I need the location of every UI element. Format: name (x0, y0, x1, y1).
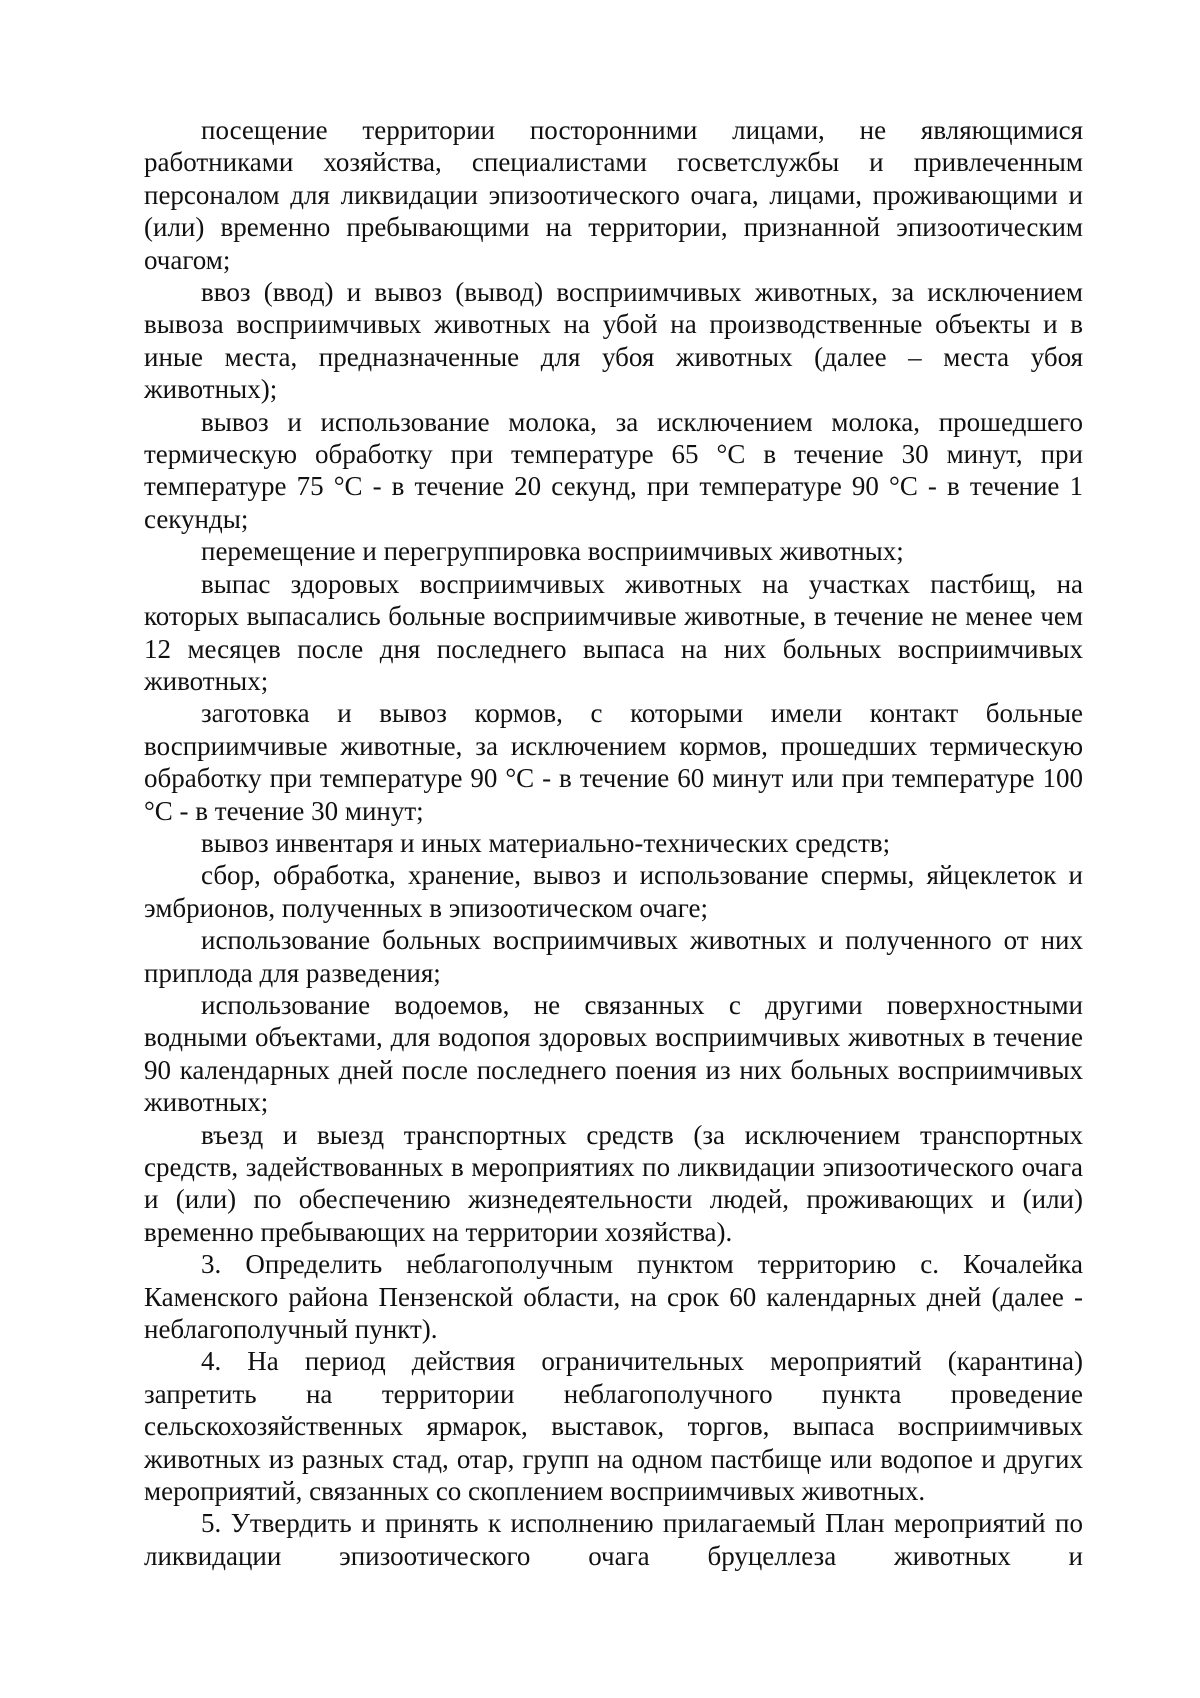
document-page (144, 114, 1083, 1572)
paragraph-visit-restriction: посещение территории посторонними лицами, не являющимися работниками хозяйства, специалистами госветслужбы и привлеченным персоналом для ликвидации эпизоотического очага, лицами, проживающими и (или) временно пребывающими на территории, признанной эпизоотическим очагом; (144, 115, 1083, 275)
paragraph-item-4: 4. На период действия ограничительных мероприятий (карантина) запретить на территории неблагополучного пункта проведение сельскохозяйственных ярмарок, выставок, торгов, выпаса восприимчивых животных из разных стад, отар, групп на одном пастбище или водопое и других мероприятий, связанных со скоплением восприимчивых животных. (144, 1346, 1083, 1507)
paragraph-animal-movement: перемещение и перегруппировка восприимчивых животных; (201, 536, 904, 567)
paragraph-water-bodies: использование водоемов, не связанных с другими поверхностными водными объектами, для водопоя здоровых восприимчивых животных в течение 90 календарных дней после последнего поения из них больных восприимчивых животных; (144, 989, 1083, 1118)
paragraph-inventory: вывоз инвентаря и иных материально-технических средств; (201, 827, 891, 858)
paragraph-sperm-embryos: сбор, обработка, хранение, вывоз и использование спермы, яйцеклеток и эмбрионов, полученных в эпизоотическом очаге; (144, 860, 1083, 923)
paragraph-feed: заготовка и вывоз кормов, с которыми имели контакт больные восприимчивые животные, за исключением кормов, прошедших термическую обработку при температуре 90 °С - в течение 60 минут или при температуре 100 °С - в течение 30 минут; (144, 698, 1083, 826)
paragraph-vehicles: въезд и выезд транспортных средств (за исключением транспортных средств, задействованных в мероприятиях по ликвидации эпизоотического очага и (или) по обеспечению жизнедеятельности людей, проживающих и (или) временно пребывающих на территории хозяйства). (144, 1119, 1083, 1247)
paragraph-milk-use: вывоз и использование молока, за исключением молока, прошедшего термическую обработку при температуре 65 °С в течение 30 минут, при температуре 75 °С - в течение 20 секунд, при температуре 90 °С - в течение 1 секунды; (144, 406, 1083, 534)
paragraph-breeding: использование больных восприимчивых животных и полученного от них приплода для разведения; (144, 925, 1083, 988)
paragraph-animal-import-export: ввоз (ввод) и вывоз (вывод) восприимчивых животных, за исключением вывоза восприимчивых животных на убой на производственные объекты и в иные места, предназначенные для убоя животных (далее – места убоя животных); (144, 277, 1083, 405)
paragraph-grazing: выпас здоровых восприимчивых животных на участках пастбищ, на которых выпасались больные восприимчивые животные, в течение не менее чем 12 месяцев после дня последнего выпаса на них больных восприимчивых животных; (144, 568, 1083, 696)
paragraph-item-3: 3. Определить неблагополучным пунктом территорию с. Кочалейка Каменского района Пензенской области, на срок 60 календарных дней (далее - неблагополучный пункт). (144, 1249, 1083, 1345)
paragraph-item-5: 5. Утвердить и принять к исполнению прилагаемый План мероприятий по ликвидации эпизоотического очага бруцеллеза животных и (144, 1508, 1083, 1571)
